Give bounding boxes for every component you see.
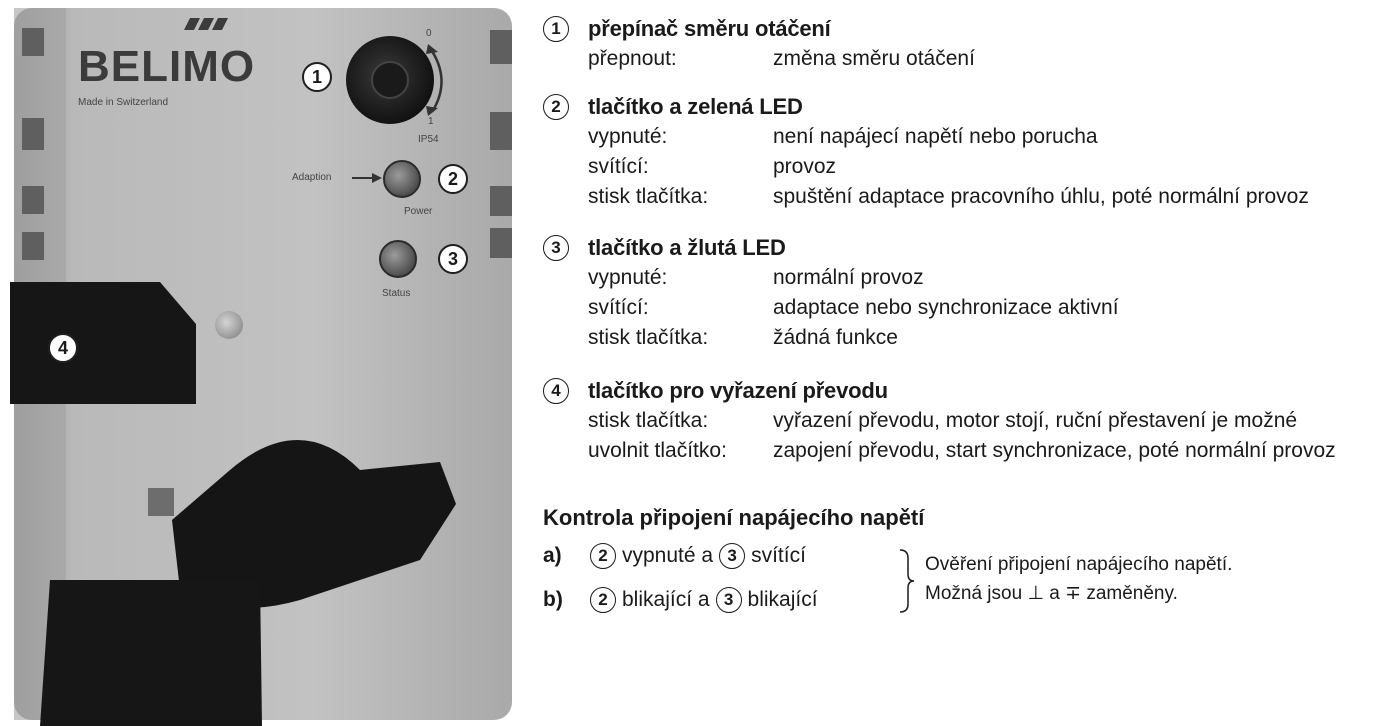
check-note-line-2: Možná jsou ⊥ a ∓ zaměněny. xyxy=(925,583,1178,604)
row-label: stisk tlačítka: xyxy=(588,326,709,349)
row-label: svítící: xyxy=(588,155,649,178)
section-title: tlačítko pro vyřazení převodu xyxy=(588,378,888,403)
section-title: tlačítko a zelená LED xyxy=(588,94,803,119)
check-line-a xyxy=(543,543,812,569)
row-value: vyřazení převodu, motor stojí, ruční přestavení je možné xyxy=(773,409,1298,432)
direction-label-top: 0 xyxy=(426,28,432,39)
row-value: změna směru otáčení xyxy=(773,47,975,70)
info-row xyxy=(588,182,1309,212)
check-note-line-1: Ověření připojení napájecího napětí. xyxy=(925,554,1233,575)
row-value: provoz xyxy=(773,155,837,178)
status-label: Status xyxy=(382,288,411,299)
info-row xyxy=(588,152,1309,182)
section-number: 4 xyxy=(543,378,569,404)
section-yellow-led xyxy=(543,233,1119,353)
info-row xyxy=(588,323,1119,353)
callout-2: 2 xyxy=(438,164,468,194)
row-label: vypnuté: xyxy=(588,266,668,289)
made-in-label: Made in Switzerland xyxy=(78,97,169,108)
row-value: není napájecí napětí nebo porucha xyxy=(773,125,1098,148)
section-title: přepínač směru otáčení xyxy=(588,16,831,41)
check-title: Kontrola připojení napájecího napětí xyxy=(543,505,925,530)
row-value: zapojení převodu, start synchronizace, poté normální provoz xyxy=(773,439,1336,462)
ip-rating-label: IP54 xyxy=(418,134,439,145)
row-value: spuštění adaptace pracovního úhlu, poté normální provoz xyxy=(773,185,1309,208)
check-text: blikající xyxy=(747,588,818,611)
check-number: 3 xyxy=(719,543,745,569)
row-label: přepnout: xyxy=(588,47,677,70)
callout-3: 3 xyxy=(438,244,468,274)
brace-icon xyxy=(896,548,916,614)
check-number: 2 xyxy=(590,543,616,569)
direction-label-bottom: 1 xyxy=(428,116,434,127)
check-letter: a) xyxy=(543,544,562,567)
adaption-label: Adaption xyxy=(292,172,332,183)
callout-4: 4 xyxy=(48,333,78,363)
section-gear-release xyxy=(543,376,1336,466)
check-text: svítící xyxy=(751,544,806,567)
row-value: normální provoz xyxy=(773,266,924,289)
row-label: stisk tlačítka: xyxy=(588,185,709,208)
check-line-b xyxy=(543,587,824,613)
section-green-led xyxy=(543,92,1309,212)
info-row xyxy=(588,44,975,74)
device-photo xyxy=(0,0,512,726)
row-value: žádná funkce xyxy=(773,326,898,349)
device-body-graphic xyxy=(0,0,512,726)
info-row xyxy=(588,436,1336,466)
check-text: vypnuté a xyxy=(622,544,714,567)
info-row xyxy=(588,122,1309,152)
power-label: Power xyxy=(404,206,433,217)
section-number: 1 xyxy=(543,16,569,42)
row-label: svítící: xyxy=(588,296,649,319)
row-label: uvolnit tlačítko: xyxy=(588,439,727,462)
check-number: 3 xyxy=(716,587,742,613)
check-text: blikající a xyxy=(622,588,710,611)
row-label: stisk tlačítka: xyxy=(588,409,709,432)
row-value: adaptace nebo synchronizace aktivní xyxy=(773,296,1119,319)
section-number: 2 xyxy=(543,94,569,120)
info-row xyxy=(588,293,1119,323)
belimo-logo: BELIMO xyxy=(78,42,256,91)
check-letter: b) xyxy=(543,588,563,611)
row-label: vypnuté: xyxy=(588,125,668,148)
section-rotation-switch xyxy=(543,14,975,74)
callout-1: 1 xyxy=(302,62,332,92)
section-title: tlačítko a žlutá LED xyxy=(588,235,786,260)
check-number: 2 xyxy=(590,587,616,613)
info-row xyxy=(588,406,1336,436)
info-row xyxy=(588,263,1119,293)
section-number: 3 xyxy=(543,235,569,261)
